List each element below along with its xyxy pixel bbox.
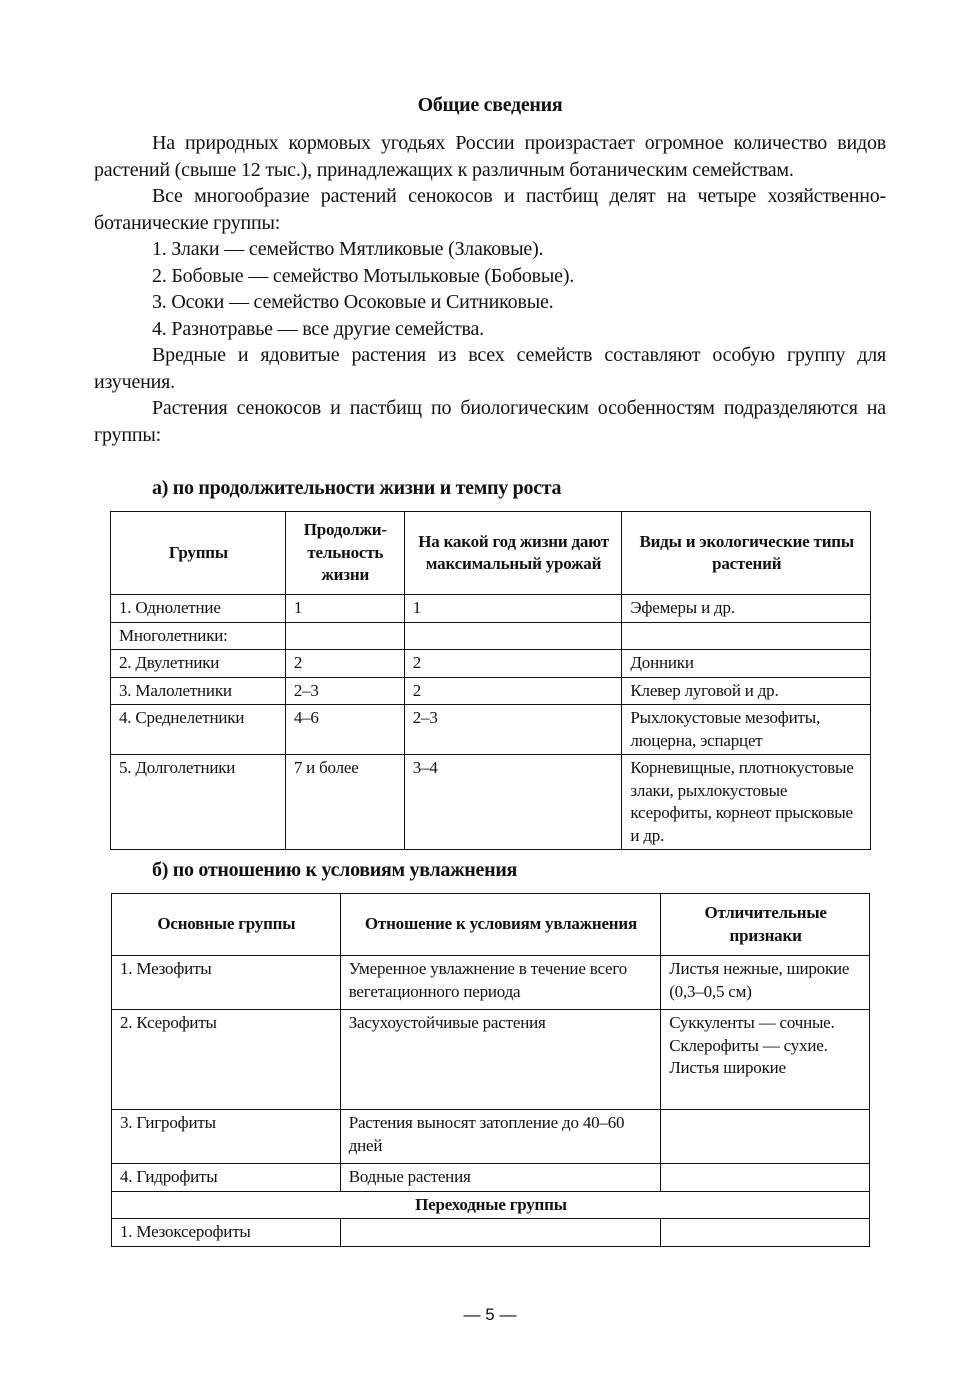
table-cell: Засухоустойчивые растения [340, 1010, 660, 1110]
table-cell: 2. Ксерофиты [112, 1010, 341, 1110]
table-header-row [112, 894, 870, 956]
table-row [112, 1164, 870, 1192]
table-row [112, 1010, 870, 1110]
table-cell [404, 622, 622, 650]
list-item: 4. Разнотравье — все другие семейства. [152, 317, 484, 340]
table-cell: 2. Двулетники [111, 650, 286, 678]
page-number: — 5 — [463, 1305, 517, 1324]
lifespan-table [110, 511, 871, 850]
table-cell [340, 1219, 660, 1247]
table-cell: 7 и более [285, 755, 404, 850]
header-cell: Основные группы [112, 894, 341, 956]
header-cell: На какой год жизни дают максимальный урожай [404, 512, 622, 595]
table-cell: Водные растения [340, 1164, 660, 1192]
table-cell: 1. Однолетние [111, 595, 286, 623]
section-label: Переходные группы [112, 1191, 870, 1219]
table-cell: 4–6 [285, 705, 404, 755]
header-cell: Группы [111, 512, 286, 595]
table-cell: Суккуленты — сочные. Склерофиты — сухие. Листья широкие [661, 1010, 870, 1110]
table-cell [661, 1110, 870, 1164]
table-cell [661, 1219, 870, 1247]
table-row [112, 1219, 870, 1247]
section-row [112, 1191, 870, 1219]
list-item: 1. Злаки — семейство Мятликовые (Злаковые). [152, 238, 544, 260]
header-cell: Отличительные признаки [661, 894, 870, 956]
table-cell: 2–3 [404, 705, 622, 755]
paragraph-1: На природных кормовых угодьях России произрастает огромное количество видов растений (свыше 12 тыс.), принадлежащих к различным ботаническим семействам. [94, 132, 886, 181]
section-title: Общие сведения [417, 94, 563, 116]
table-cell [661, 1164, 870, 1192]
table-row [112, 956, 870, 1010]
table-cell: Эфемеры и др. [622, 595, 871, 623]
table-cell: Клевер луговой и др. [622, 677, 871, 705]
table-cell: 4. Среднелетники [111, 705, 286, 755]
header-cell: Виды и экологические типы растений [622, 512, 871, 595]
moisture-table [111, 893, 870, 1247]
table-cell: 3–4 [404, 755, 622, 850]
body-text [94, 130, 886, 448]
table-cell: Донники [622, 650, 871, 678]
table-cell: Корневищные, плотнокустовые злаки, рыхлокустовые ксерофиты, корнеот прысковые и др. [622, 755, 871, 850]
list-item: 3. Осоки — семейство Осоковые и Ситниковые. [152, 291, 554, 313]
table-cell: 2 [404, 677, 622, 705]
table-cell: Растения выносят затопление до 40–60 дней [340, 1110, 660, 1164]
table-cell [285, 622, 404, 650]
table-cell: Многолетники: [111, 622, 286, 650]
paragraph-4: Растения сенокосов и пастбищ по биологическим особенностям подразделяются на группы: [94, 397, 886, 446]
paragraph-2: Все многообразие растений сенокосов и пастбищ делят на четыре хозяйственно-ботанические группы: [94, 185, 886, 234]
table-row [112, 1110, 870, 1164]
table-cell: Умеренное увлажнение в течение всего вегетационного периода [340, 956, 660, 1010]
table-row [111, 650, 871, 678]
table-cell: 4. Гидрофиты [112, 1164, 341, 1192]
table-header-row [111, 512, 871, 595]
table1-subtitle: а) по продолжительности жизни и темпу роста [152, 477, 562, 499]
table-cell: Рыхлокустовые мезофиты, люцерна, эспарцет [622, 705, 871, 755]
table-cell: 3. Малолетники [111, 677, 286, 705]
header-cell: Отношение к условиям увлажнения [340, 894, 660, 956]
table-cell: 2–3 [285, 677, 404, 705]
table-cell: Листья нежные, широкие (0,3–0,5 см) [661, 956, 870, 1010]
table-cell: 1 [285, 595, 404, 623]
table-cell: 2 [404, 650, 622, 678]
table-row [111, 677, 871, 705]
table-cell: 5. Долголетники [111, 755, 286, 850]
table-cell: 1. Мезоксерофиты [112, 1219, 341, 1247]
table-row [111, 755, 871, 850]
header-cell: Продолжи-тельность жизни [285, 512, 404, 595]
table-cell: 2 [285, 650, 404, 678]
table-cell: 3. Гигрофиты [112, 1110, 341, 1164]
table-row [111, 705, 871, 755]
list-item: 2. Бобовые — семейство Мотыльковые (Бобовые). [152, 264, 575, 287]
paragraph-3: Вредные и ядовитые растения из всех семейств составляют особую группу для изучения. [94, 344, 886, 393]
table-row [111, 622, 871, 650]
table2-subtitle: б) по отношению к условиям увлажнения [152, 859, 518, 881]
table-cell: 1 [404, 595, 622, 623]
table-cell: 1. Мезофиты [112, 956, 341, 1010]
table-row [111, 595, 871, 623]
table-cell [622, 622, 871, 650]
